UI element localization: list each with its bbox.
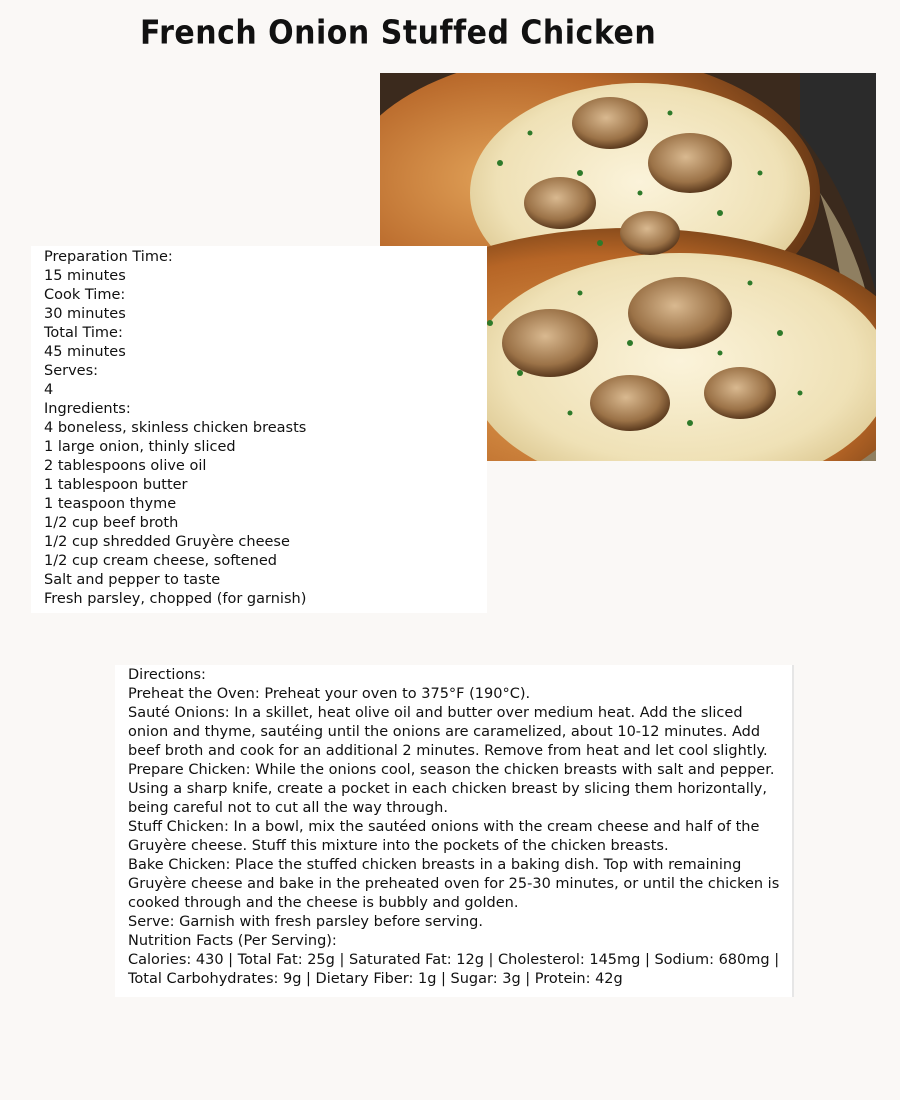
info-line: 15 minutes [44, 268, 126, 284]
info-line: 1 tablespoon butter [44, 477, 188, 493]
info-line: Preparation Time: [44, 249, 173, 265]
info-line: Serves: [44, 363, 99, 379]
direction-step: Stuff Chicken: In a bowl, mix the sautéed onions with the cream cheese and half of the Gruyère cheese. Stuff this mixture into the pockets of the chicken breasts. [128, 819, 760, 854]
info-line: 2 tablespoons olive oil [44, 458, 207, 474]
recipe-title: French Onion Stuffed Chicken [140, 14, 657, 53]
info-line: 45 minutes [44, 344, 126, 360]
direction-step: Preheat the Oven: Preheat your oven to 375°F (190°C). [128, 686, 531, 702]
info-line: Cook Time: [44, 287, 126, 303]
info-line: 1 teaspoon thyme [44, 496, 177, 512]
info-line: 1 large onion, thinly sliced [44, 439, 236, 455]
direction-step: Serve: Garnish with fresh parsley before serving. [128, 914, 483, 930]
recipe-info-list [31, 246, 487, 609]
info-line: 4 boneless, skinless chicken breasts [44, 420, 307, 436]
directions-heading: Directions: [128, 667, 206, 683]
info-line: Salt and pepper to taste [44, 572, 221, 588]
info-line: Ingredients: [44, 401, 131, 417]
nutrition-facts: Calories: 430 | Total Fat: 25g | Saturated Fat: 12g | Cholesterol: 145mg | Sodium: 680mg | Total Carbohydrates: 9g | Dietary Fiber: 1g | Sugar: 3g | Protein: 42g [128, 952, 780, 987]
info-line: Fresh parsley, chopped (for garnish) [44, 591, 307, 607]
info-line: 4 [44, 382, 54, 398]
info-line: Total Time: [44, 325, 123, 341]
direction-step: Prepare Chicken: While the onions cool, season the chicken breasts with salt and pepper. Using a sharp knife, create a pocket in each chicken breast by slicing them horizontally, being careful not to cut all the way through. [128, 762, 775, 816]
nutrition-heading: Nutrition Facts (Per Serving): [128, 933, 337, 949]
info-line: 1/2 cup beef broth [44, 515, 179, 531]
recipe-info-box [31, 246, 487, 613]
directions-box [115, 665, 794, 997]
info-line: 1/2 cup cream cheese, softened [44, 553, 277, 569]
info-line: 30 minutes [44, 306, 126, 322]
info-line: 1/2 cup shredded Gruyère cheese [44, 534, 290, 550]
direction-step: Sauté Onions: In a skillet, heat olive oil and butter over medium heat. Add the sliced onion and thyme, sautéing until the onions are caramelized, about 10-12 minutes. Add beef broth and cook for an additional 2 minutes. Remove from heat and let cool slightly. [128, 705, 768, 759]
direction-step: Bake Chicken: Place the stuffed chicken breasts in a baking dish. Top with remaining Gruyère cheese and bake in the preheated oven for 25-30 minutes, or until the chicken is cooked through and the cheese is bubbly and golden. [128, 857, 780, 911]
